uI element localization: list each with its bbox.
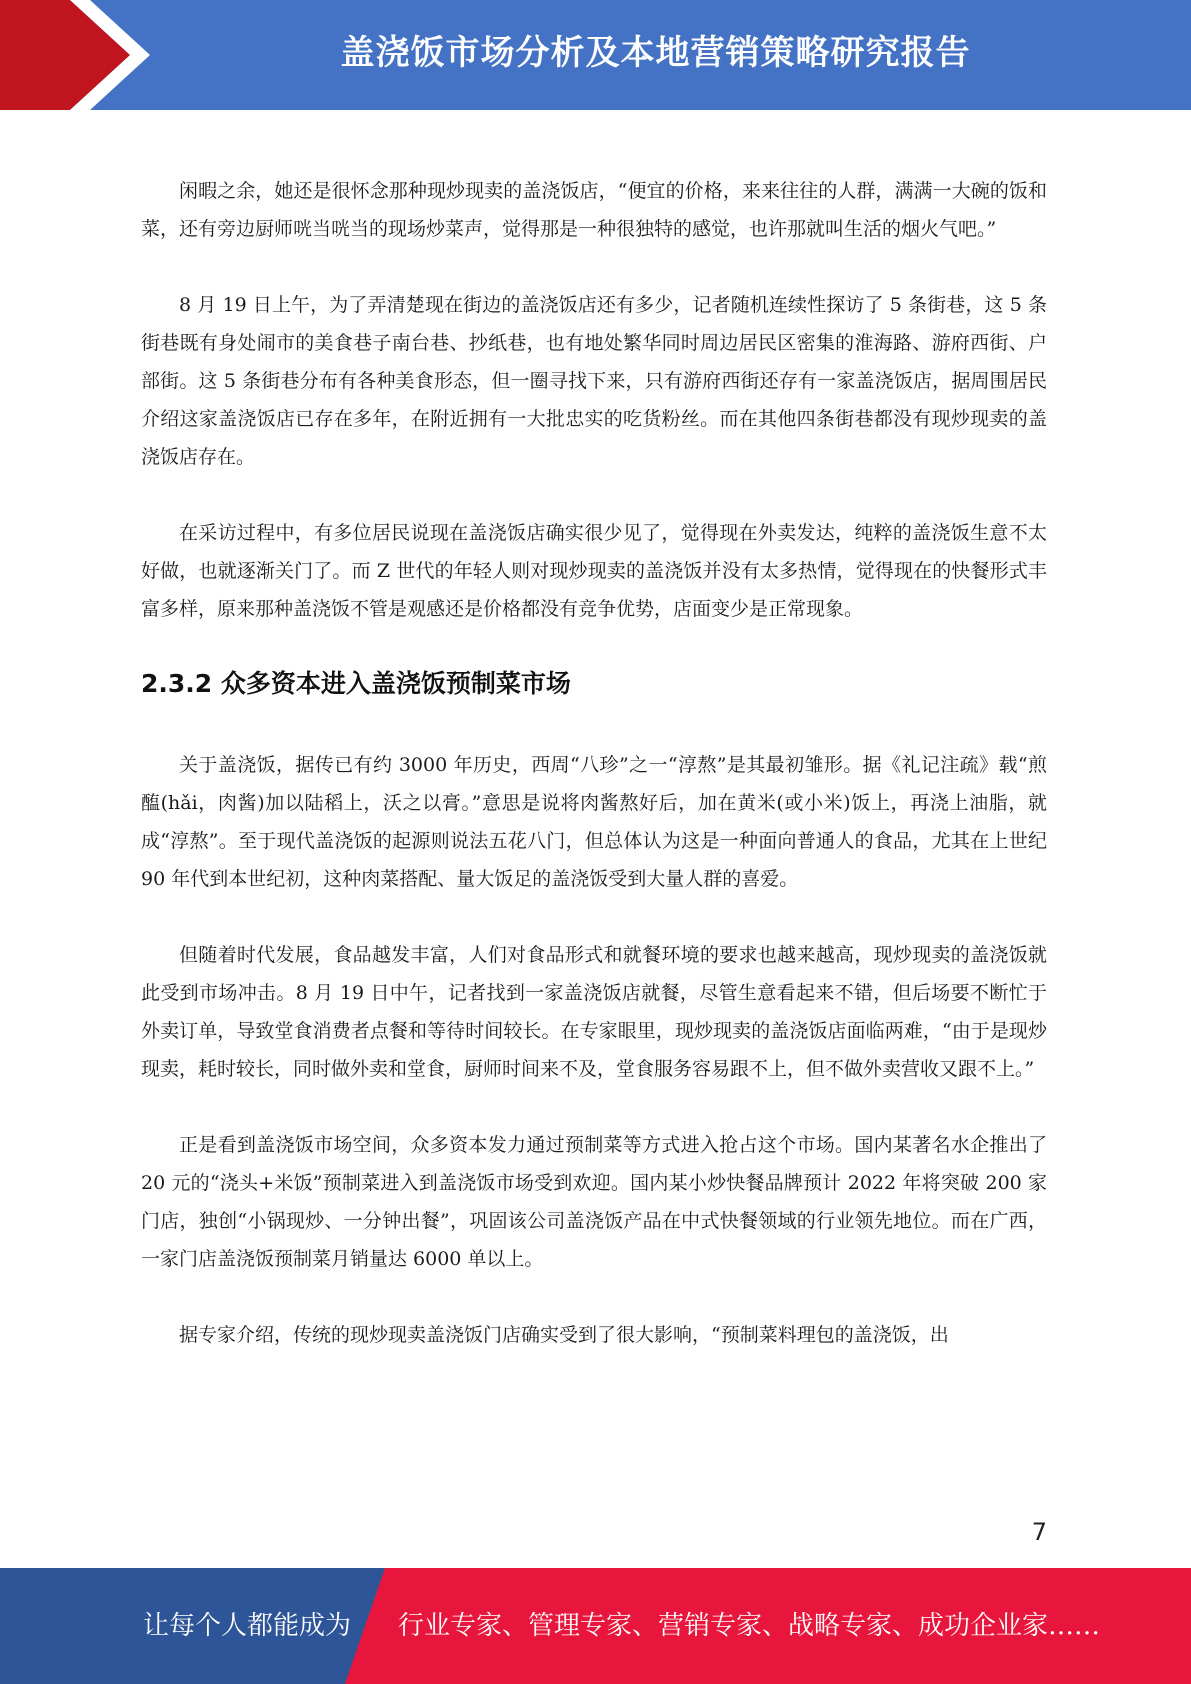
page-number: 7 [1031,1518,1047,1546]
paragraph: 关于盖浇饭，据传已有约 3000 年历史，西周“八珍”之一“淳熬”是其最初雏形。据《礼记注疏》载“煎醢(hǎi，肉酱)加以陆稻上，沃之以膏。”意思是说将肉酱熬好后，加在黄米(或小米)饭上，再浇上油脂，就成“淳熬”。至于现代盖浇饭的起源则说法五花八门，但总体认为这是一种面向普通人的食品，尤其在上世纪 90 年代到本世纪初，这种肉菜搭配、量大饭足的盖浇饭受到大量人群的喜爱。 [141,754,1047,890]
footer-roles: 行业专家、管理专家、营销专家、战略专家、成功企业家…… [398,1611,1101,1641]
main-content [141,172,1047,1392]
page-footer [0,1568,1191,1684]
paragraph: 8 月 19 日上午，为了弄清楚现在街边的盖浇饭店还有多少，记者随机连续性探访了 5 条街巷，这 5 条街巷既有身处闹市的美食巷子南台巷、抄纸巷，也有地处繁华同时周边居民区密集的淮海路、游府西街、户部街。这 5 条街巷分布有各种美食形态，但一圈寻找下来，只有游府西街还存有一家盖浇饭店，据周围居民介绍这家盖浇饭店已存在多年，在附近拥有一大批忠实的吃货粉丝。而在其他四条街巷都没有现炒现卖的盖浇饭店存在。 [141,294,1047,468]
page-header [0,0,1191,110]
paragraph: 正是看到盖浇饭市场空间，众多资本发力通过预制菜等方式进入抢占这个市场。国内某著名水企推出了 20 元的“浇头+米饭”预制菜进入到盖浇饭市场受到欢迎。国内某小炒快餐品牌预计 2022 年将突破 200 家门店，独创“小锅现炒、一分钟出餐”，巩固该公司盖浇饭产品在中式快餐领域的行业领先地位。而在广西，一家门店盖浇饭预制菜月销量达 6000 单以上。 [141,1134,1047,1270]
footer-slogan: 让每个人都能成为 [143,1611,352,1641]
paragraph: 在采访过程中，有多位居民说现在盖浇饭店确实很少见了，觉得现在外卖发达，纯粹的盖浇饭生意不太好做，也就逐渐关门了。而 Z 世代的年轻人则对现炒现卖的盖浇饭并没有太多热情，觉得现在的快餐形式丰富多样，原来那种盖浇饭不管是观感还是价格都没有竞争优势，店面变少是正常现象。 [141,522,1047,620]
report-title: 盖浇饭市场分析及本地营销策略研究报告 [340,33,971,73]
paragraph: 据专家介绍，传统的现炒现卖盖浇饭门店确实受到了很大影响，“预制菜料理包的盖浇饭，出 [179,1324,949,1346]
paragraph: 闲暇之余，她还是很怀念那种现炒现卖的盖浇饭店，“便宜的价格，来来往往的人群，满满一大碗的饭和菜，还有旁边厨师咣当咣当的现场炒菜声，觉得那是一种很独特的感觉，也许那就叫生活的烟火气吧。” [141,180,1047,240]
section-heading: 2.3.2 众多资本进入盖浇饭预制菜市场 [141,669,571,698]
paragraph: 但随着时代发展，食品越发丰富，人们对食品形式和就餐环境的要求也越来越高，现炒现卖的盖浇饭就此受到市场冲击。8 月 19 日中午，记者找到一家盖浇饭店就餐，尽管生意看起来不错，但后场要不断忙于外卖订单，导致堂食消费者点餐和等待时间较长。在专家眼里，现炒现卖的盖浇饭店面临两难，“由于是现炒现卖，耗时较长，同时做外卖和堂食，厨师时间来不及，堂食服务容易跟不上，但不做外卖营收又跟不上。” [141,944,1047,1080]
